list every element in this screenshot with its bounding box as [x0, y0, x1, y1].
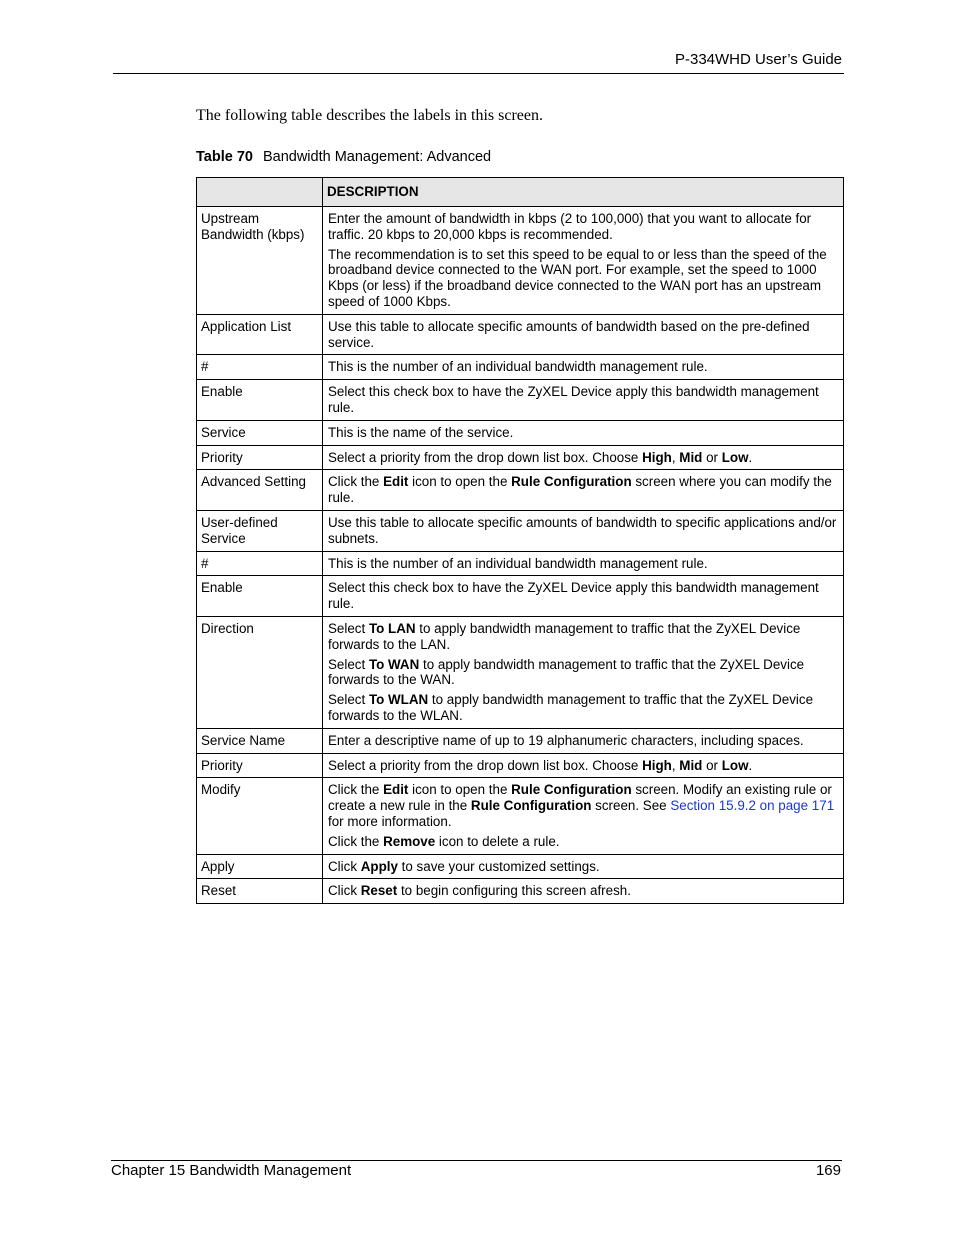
guide-title: P-334WHD User’s Guide — [675, 51, 842, 68]
table-row — [197, 380, 844, 421]
text-run: or — [702, 757, 722, 773]
text-run: icon to delete a rule. — [435, 833, 560, 849]
text-run: Select this check box to have the ZyXEL Device apply this bandwidth management rule. — [328, 384, 819, 415]
row-label: Enable — [197, 380, 323, 421]
bold-term: Mid — [679, 757, 703, 773]
description-paragraph — [328, 319, 839, 351]
text-run: to apply bandwidth management to traffic that the ZyXEL Device forwards to the LAN. — [328, 620, 801, 652]
row-description — [323, 420, 844, 445]
row-description — [323, 576, 844, 617]
text-run: Enter a descriptive name of up to 19 alphanumeric characters, including spaces. — [328, 732, 804, 748]
description-column-header: DESCRIPTION — [323, 178, 844, 207]
row-description — [323, 728, 844, 753]
row-description — [323, 355, 844, 380]
text-run: screen. See — [591, 798, 671, 814]
description-paragraph — [328, 211, 839, 243]
text-run: Select a priority from the drop down list box. Choose — [328, 449, 643, 465]
intro-text: The following table describes the labels in this screen. — [196, 107, 544, 124]
text-run: to begin configuring this screen afresh. — [397, 883, 631, 899]
row-label: Service Name — [197, 728, 323, 753]
bold-term: Edit — [383, 474, 409, 490]
table-row — [197, 314, 844, 355]
description-paragraph — [328, 782, 839, 829]
text-run: Click — [328, 883, 361, 899]
bold-term: Reset — [360, 883, 398, 899]
bold-term: To WAN — [368, 656, 420, 672]
table-row — [197, 854, 844, 879]
description-paragraph — [328, 859, 839, 875]
row-label: Direction — [197, 616, 323, 728]
text-run: This is the name of the service. — [328, 424, 514, 440]
table-row — [197, 551, 844, 576]
row-description — [323, 510, 844, 551]
text-run: screen. Modify an existing rule or create a new rule in the — [328, 782, 832, 814]
text-run: , — [671, 449, 680, 465]
bold-term: Low — [721, 757, 749, 773]
row-label: # — [197, 355, 323, 380]
table-body — [197, 207, 844, 904]
text-run: Select a priority from the drop down list box. Choose — [328, 757, 643, 773]
text-run: . — [748, 449, 753, 465]
bold-term: To WLAN — [368, 692, 429, 708]
table-row — [197, 778, 844, 854]
row-label: Enable — [197, 576, 323, 617]
row-description — [323, 616, 844, 728]
row-label: Reset — [197, 879, 323, 904]
description-paragraph — [328, 247, 839, 310]
description-paragraph — [328, 883, 839, 899]
bold-term: High — [642, 757, 672, 773]
row-description — [323, 470, 844, 511]
row-label: User-defined Service — [197, 510, 323, 551]
row-description — [323, 879, 844, 904]
description-paragraph — [328, 359, 839, 375]
table-row — [197, 355, 844, 380]
table-row — [197, 470, 844, 511]
row-label: Advanced Setting — [197, 470, 323, 511]
text-run: Select — [328, 656, 369, 672]
row-label: # — [197, 551, 323, 576]
row-description — [323, 380, 844, 421]
text-run: Click the — [328, 833, 384, 849]
row-label: Service — [197, 420, 323, 445]
row-label: Modify — [197, 778, 323, 854]
bold-term: Low — [721, 449, 749, 465]
text-run: to apply bandwidth management to traffic that the ZyXEL Device forwards to the WLAN. — [328, 692, 814, 723]
table-number: Table 70 — [196, 149, 253, 165]
row-description — [323, 445, 844, 470]
row-label: Priority — [197, 753, 323, 778]
text-run: or — [702, 449, 722, 465]
bold-term: Remove — [383, 833, 436, 849]
table-row — [197, 616, 844, 728]
description-paragraph — [328, 758, 839, 774]
table-row — [197, 753, 844, 778]
text-run: This is the number of an individual bandwidth management rule. — [328, 555, 708, 571]
page-number: 169 — [815, 1162, 841, 1179]
bold-term: Rule Configuration — [511, 782, 632, 798]
text-run: icon to open the — [408, 782, 512, 798]
description-paragraph — [328, 580, 839, 612]
text-run: Select this check box to have the ZyXEL Device apply this bandwidth management rule. — [328, 580, 819, 612]
row-label: Upstream Bandwidth (kbps) — [197, 207, 323, 315]
row-description — [323, 314, 844, 355]
description-paragraph — [328, 556, 839, 572]
table-row — [197, 510, 844, 551]
labels-table — [196, 177, 844, 904]
bold-term: To LAN — [368, 620, 416, 636]
text-run: Use this table to allocate specific amounts of bandwidth to specific applications and/or subnets. — [328, 514, 837, 546]
row-label: Apply — [197, 854, 323, 879]
description-paragraph — [328, 474, 839, 506]
chapter-title: Chapter 15 Bandwidth Management — [111, 1162, 352, 1179]
table-row — [197, 879, 844, 904]
text-run: for more information. — [328, 813, 452, 829]
table-row — [197, 728, 844, 753]
description-paragraph — [328, 450, 839, 466]
text-run: Use this table to allocate specific amounts of bandwidth based on the pre-defined service. — [328, 318, 810, 350]
text-run: icon to open the — [408, 474, 512, 490]
table-row — [197, 445, 844, 470]
text-run: Select — [328, 692, 369, 708]
label-column-header — [197, 178, 323, 207]
table-row — [197, 207, 844, 315]
text-run: Select — [328, 620, 369, 636]
table-row — [197, 420, 844, 445]
bold-term: Edit — [383, 782, 409, 798]
header-rule — [113, 73, 844, 74]
table-caption — [196, 149, 491, 165]
description-paragraph — [328, 834, 839, 850]
text-run: Click the — [328, 474, 384, 490]
text-run: The recommendation is to set this speed to be equal to or less than the speed of the broadband device connected to the WAN port. For example, set the speed to 1000 Kbps (or less) if the broadband device connected to the WAN port has an upstream speed of 1000 Kbps. — [328, 246, 827, 309]
row-description — [323, 854, 844, 879]
description-paragraph — [328, 733, 839, 749]
row-label: Priority — [197, 445, 323, 470]
bold-term: Apply — [360, 858, 398, 874]
description-paragraph — [328, 384, 839, 416]
description-paragraph — [328, 425, 839, 441]
bold-term: Mid — [679, 449, 703, 465]
bold-term: Rule Configuration — [511, 474, 632, 490]
bold-term: High — [642, 449, 672, 465]
text-run: , — [671, 757, 680, 773]
bold-term: Rule Configuration — [470, 798, 592, 814]
text-run: Click — [328, 858, 361, 874]
description-paragraph — [328, 657, 839, 689]
table-row — [197, 576, 844, 617]
description-paragraph — [328, 692, 839, 724]
table-header-row — [197, 178, 844, 207]
cross-reference-link[interactable]: Section 15.9.2 on page 171 — [670, 798, 835, 814]
text-run: to save your customized settings. — [397, 858, 600, 874]
footer-rule — [111, 1160, 842, 1161]
row-description — [323, 551, 844, 576]
row-description — [323, 778, 844, 854]
description-paragraph — [328, 621, 839, 653]
table-title: Bandwidth Management: Advanced — [262, 149, 492, 165]
text-run: . — [748, 757, 753, 773]
description-paragraph — [328, 515, 839, 547]
row-description — [323, 753, 844, 778]
text-run: This is the number of an individual bandwidth management rule. — [328, 359, 708, 375]
text-run: Click the — [328, 782, 384, 798]
row-description — [323, 207, 844, 315]
text-run: to apply bandwidth management to traffic that the ZyXEL Device forwards to the WAN. — [328, 656, 805, 688]
row-label: Application List — [197, 314, 323, 355]
text-run: screen where you can modify the rule. — [328, 474, 832, 506]
text-run: Enter the amount of bandwidth in kbps (2 to 100,000) that you want to allocate for traffic. 20 kbps to 20,000 kbps is recommended. — [328, 211, 812, 242]
